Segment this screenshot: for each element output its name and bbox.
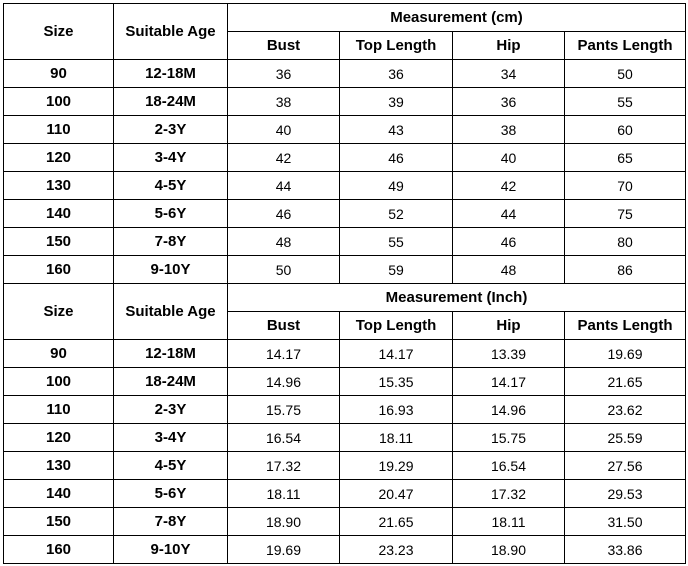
age-cell: 7-8Y (114, 508, 228, 536)
column-header: Bust (228, 312, 340, 340)
size-cell: 150 (4, 508, 114, 536)
size-cell: 120 (4, 144, 114, 172)
measurement-cell: 18.11 (228, 480, 340, 508)
measurement-cell: 59 (340, 256, 453, 284)
measurement-cell: 14.17 (228, 340, 340, 368)
age-cell: 3-4Y (114, 424, 228, 452)
measurement-cell: 33.86 (565, 536, 686, 564)
measurement-cell: 20.47 (340, 480, 453, 508)
size-cell: 140 (4, 480, 114, 508)
measurement-cell: 18.11 (453, 508, 565, 536)
measurement-cell: 65 (565, 144, 686, 172)
header-row-cm (4, 4, 686, 32)
measurement-cell: 16.54 (228, 424, 340, 452)
column-header: Top Length (340, 32, 453, 60)
size-header: Size (4, 284, 114, 340)
measurement-cell: 19.69 (565, 340, 686, 368)
size-header: Size (4, 4, 114, 60)
measurement-cell: 29.53 (565, 480, 686, 508)
measurement-cell: 25.59 (565, 424, 686, 452)
age-cell: 4-5Y (114, 172, 228, 200)
size-cell: 160 (4, 256, 114, 284)
size-cell: 100 (4, 88, 114, 116)
measurement-cell: 14.96 (453, 396, 565, 424)
measurement-cell: 36 (340, 60, 453, 88)
measurement-cell: 17.32 (228, 452, 340, 480)
age-cell: 12-18M (114, 60, 228, 88)
age-cell: 3-4Y (114, 144, 228, 172)
table-row (4, 88, 686, 116)
table-row (4, 452, 686, 480)
size-cell: 130 (4, 452, 114, 480)
column-header: Hip (453, 312, 565, 340)
size-cell: 160 (4, 536, 114, 564)
measurement-cell: 19.29 (340, 452, 453, 480)
table-row (4, 144, 686, 172)
measurement-cell: 55 (565, 88, 686, 116)
measurement-cell: 14.17 (340, 340, 453, 368)
measurement-cell: 16.54 (453, 452, 565, 480)
size-cell: 130 (4, 172, 114, 200)
measurement-cell: 17.32 (453, 480, 565, 508)
age-cell: 5-6Y (114, 200, 228, 228)
size-cell: 110 (4, 116, 114, 144)
size-table-body (4, 4, 686, 564)
table-row (4, 228, 686, 256)
column-header: Top Length (340, 312, 453, 340)
age-cell: 5-6Y (114, 480, 228, 508)
measurement-cell: 44 (453, 200, 565, 228)
measurement-cell: 38 (228, 88, 340, 116)
measurement-cell: 42 (228, 144, 340, 172)
measurement-cell: 13.39 (453, 340, 565, 368)
measurement-cell: 46 (340, 144, 453, 172)
size-cell: 120 (4, 424, 114, 452)
size-cell: 140 (4, 200, 114, 228)
size-cell: 150 (4, 228, 114, 256)
measurement-cell: 48 (228, 228, 340, 256)
age-cell: 9-10Y (114, 256, 228, 284)
measurement-cell: 52 (340, 200, 453, 228)
age-cell: 7-8Y (114, 228, 228, 256)
column-header: Bust (228, 32, 340, 60)
measurement-cell: 70 (565, 172, 686, 200)
table-row (4, 424, 686, 452)
measurement-group-header: Measurement (cm) (228, 4, 686, 32)
measurement-cell: 86 (565, 256, 686, 284)
size-table (3, 3, 686, 564)
table-row (4, 340, 686, 368)
age-header: Suitable Age (114, 4, 228, 60)
measurement-cell: 44 (228, 172, 340, 200)
measurement-group-header: Measurement (Inch) (228, 284, 686, 312)
measurement-cell: 80 (565, 228, 686, 256)
measurement-cell: 15.75 (453, 424, 565, 452)
measurement-cell: 55 (340, 228, 453, 256)
measurement-cell: 18.11 (340, 424, 453, 452)
size-chart (3, 3, 686, 564)
measurement-cell: 75 (565, 200, 686, 228)
age-cell: 18-24M (114, 88, 228, 116)
measurement-cell: 49 (340, 172, 453, 200)
age-cell: 2-3Y (114, 396, 228, 424)
measurement-cell: 18.90 (453, 536, 565, 564)
size-cell: 90 (4, 340, 114, 368)
measurement-cell: 42 (453, 172, 565, 200)
age-cell: 18-24M (114, 368, 228, 396)
measurement-cell: 38 (453, 116, 565, 144)
table-row (4, 116, 686, 144)
measurement-cell: 36 (453, 88, 565, 116)
column-header: Pants Length (565, 312, 686, 340)
measurement-cell: 43 (340, 116, 453, 144)
table-row (4, 508, 686, 536)
age-cell: 12-18M (114, 340, 228, 368)
table-row (4, 368, 686, 396)
column-header: Hip (453, 32, 565, 60)
measurement-cell: 23.23 (340, 536, 453, 564)
measurement-cell: 15.35 (340, 368, 453, 396)
measurement-cell: 21.65 (340, 508, 453, 536)
age-cell: 2-3Y (114, 116, 228, 144)
measurement-cell: 36 (228, 60, 340, 88)
measurement-cell: 60 (565, 116, 686, 144)
measurement-cell: 40 (228, 116, 340, 144)
table-row (4, 480, 686, 508)
column-header: Pants Length (565, 32, 686, 60)
measurement-cell: 48 (453, 256, 565, 284)
measurement-cell: 14.17 (453, 368, 565, 396)
measurement-cell: 50 (565, 60, 686, 88)
measurement-cell: 39 (340, 88, 453, 116)
header-row-inch (4, 284, 686, 312)
measurement-cell: 27.56 (565, 452, 686, 480)
measurement-cell: 18.90 (228, 508, 340, 536)
measurement-cell: 16.93 (340, 396, 453, 424)
age-cell: 9-10Y (114, 536, 228, 564)
measurement-cell: 31.50 (565, 508, 686, 536)
size-cell: 100 (4, 368, 114, 396)
table-row (4, 396, 686, 424)
table-row (4, 172, 686, 200)
measurement-cell: 23.62 (565, 396, 686, 424)
measurement-cell: 15.75 (228, 396, 340, 424)
measurement-cell: 19.69 (228, 536, 340, 564)
table-row (4, 256, 686, 284)
age-header: Suitable Age (114, 284, 228, 340)
size-cell: 110 (4, 396, 114, 424)
table-row (4, 200, 686, 228)
measurement-cell: 21.65 (565, 368, 686, 396)
table-row (4, 60, 686, 88)
measurement-cell: 50 (228, 256, 340, 284)
table-row (4, 536, 686, 564)
measurement-cell: 40 (453, 144, 565, 172)
measurement-cell: 46 (228, 200, 340, 228)
measurement-cell: 34 (453, 60, 565, 88)
age-cell: 4-5Y (114, 452, 228, 480)
size-cell: 90 (4, 60, 114, 88)
measurement-cell: 46 (453, 228, 565, 256)
measurement-cell: 14.96 (228, 368, 340, 396)
